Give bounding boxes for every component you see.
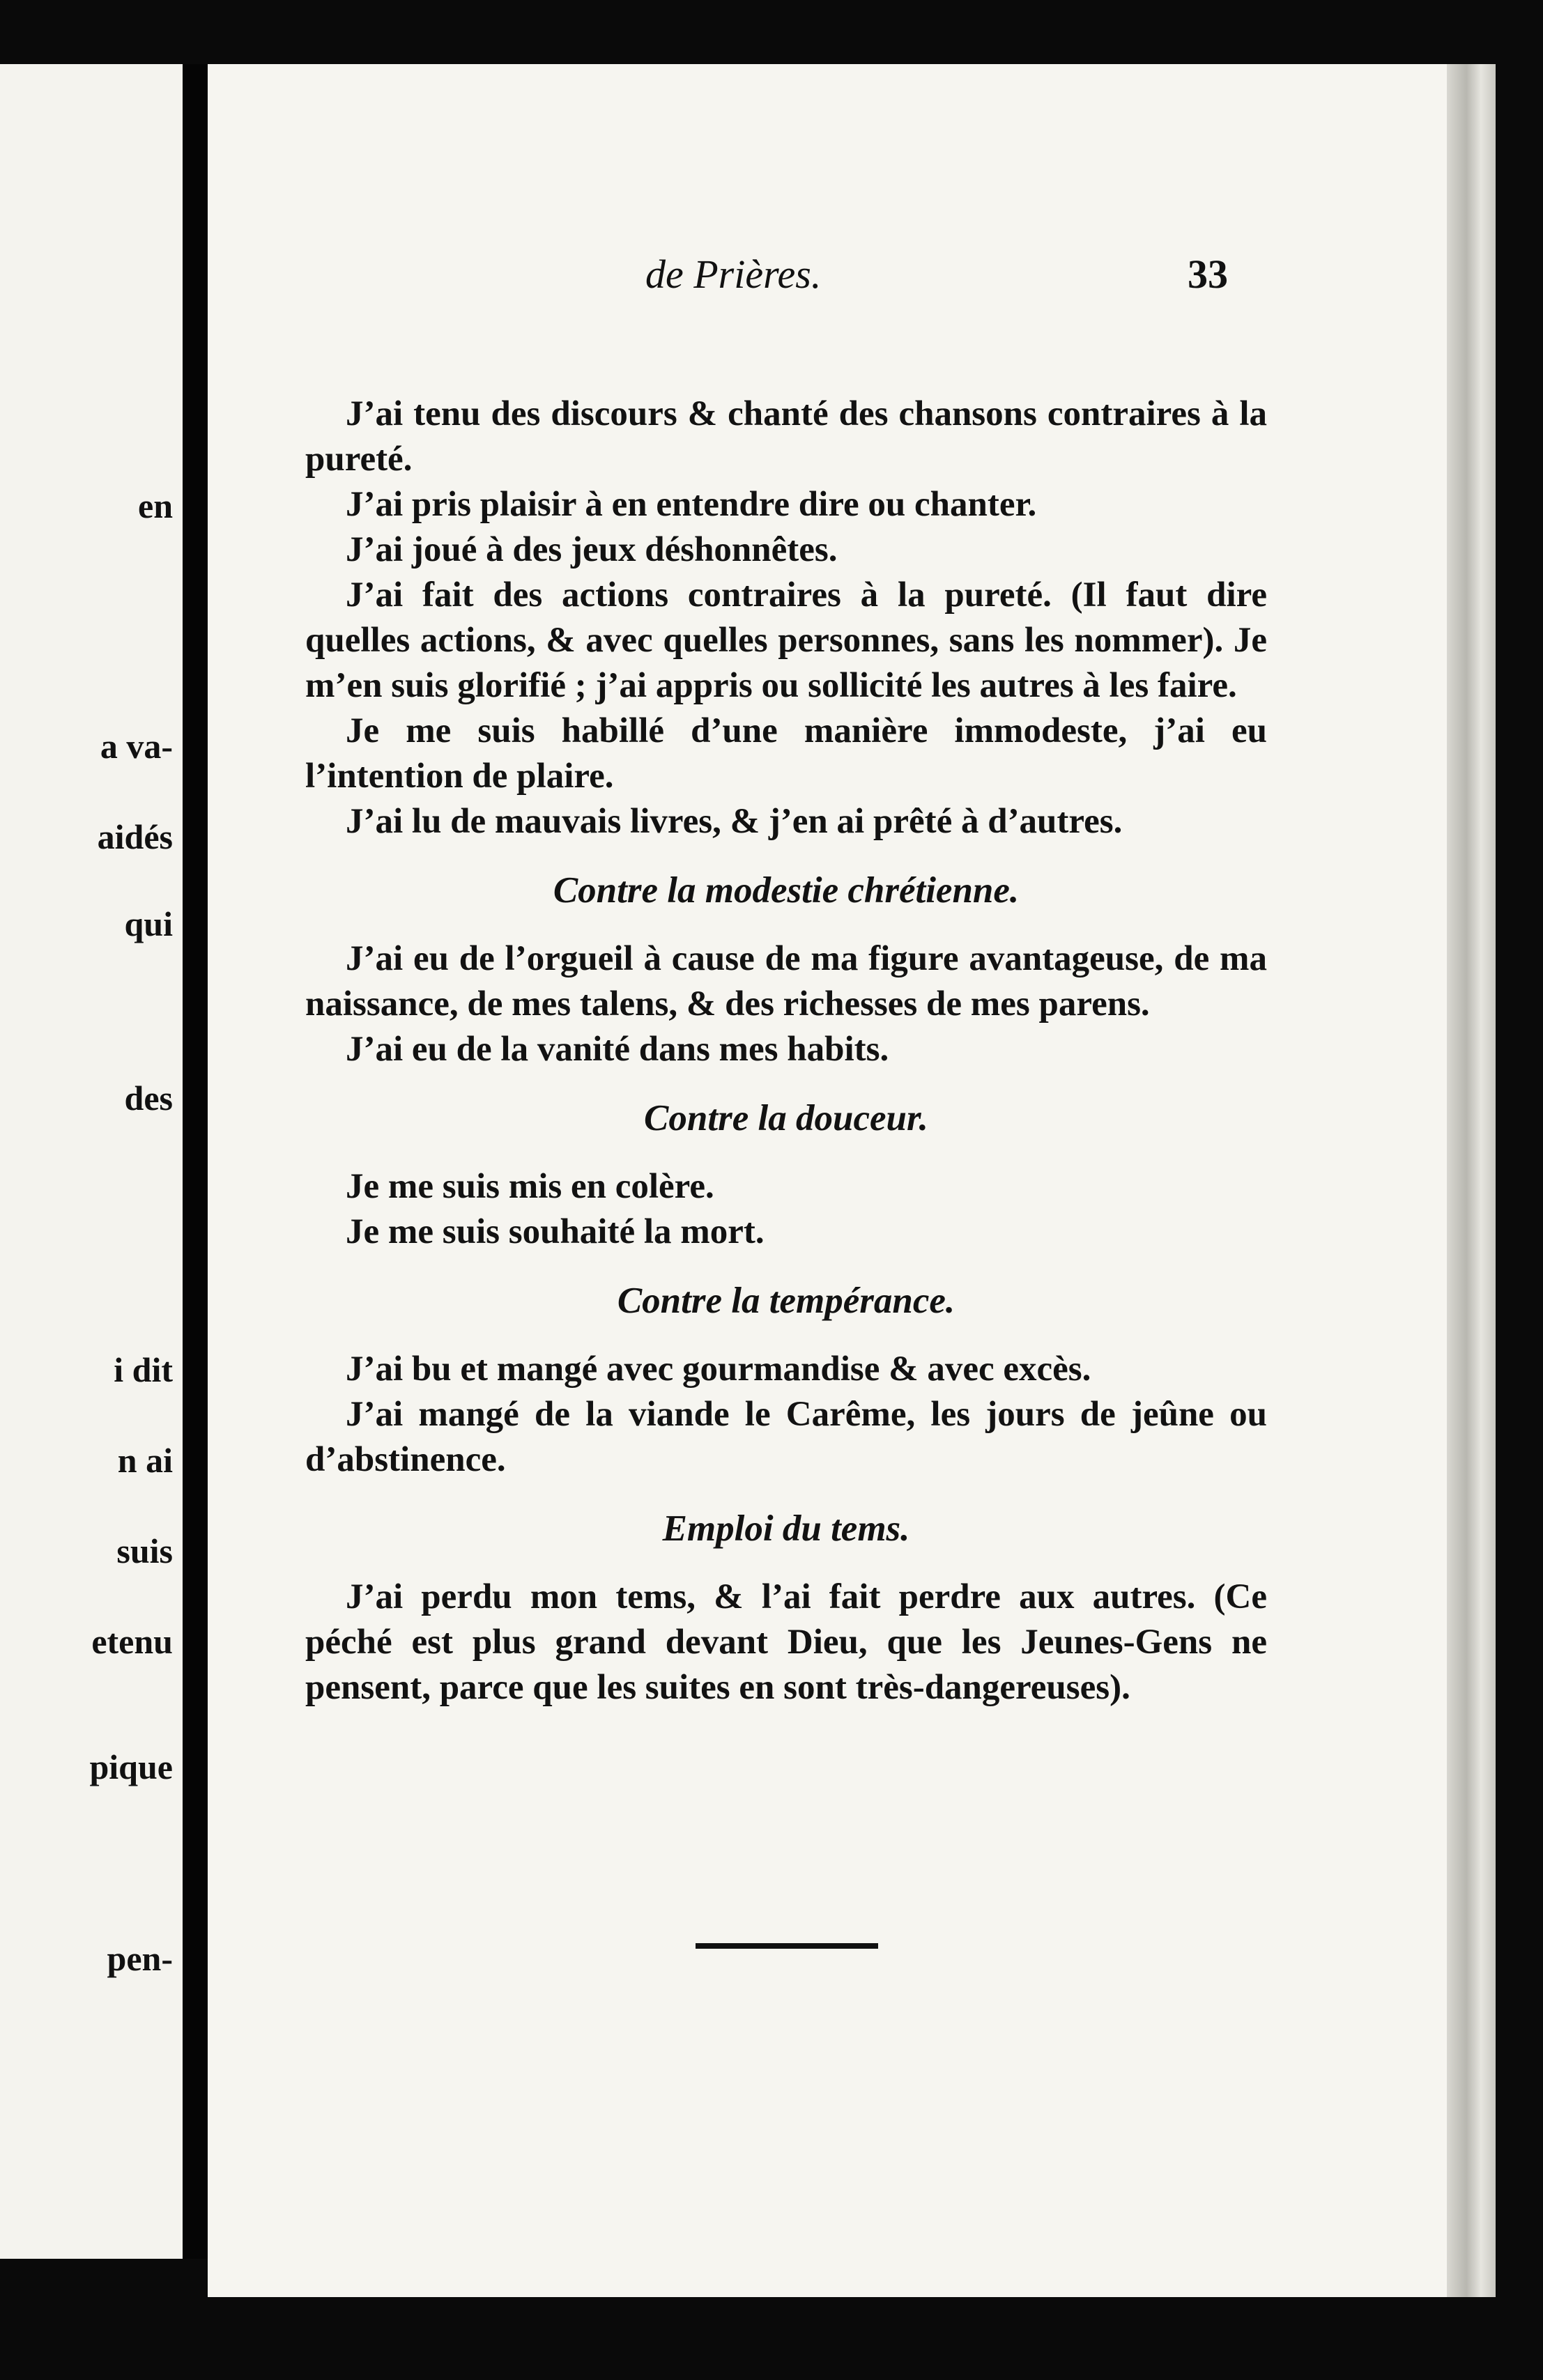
left-page-fragment: qui bbox=[124, 904, 173, 943]
page-edge bbox=[1447, 64, 1496, 2297]
section-heading-tems: Emploi du tems. bbox=[662, 1508, 910, 1549]
left-page-fragment: pique bbox=[89, 1747, 173, 1786]
section-heading-douceur: Contre la douceur. bbox=[644, 1098, 928, 1138]
paragraph: J’ai eu de l’orgueil à cause de ma figure avantageuse, de ma naissance, de mes talens, & des richesses de mes parens. bbox=[305, 939, 1267, 1023]
book-gutter bbox=[183, 64, 208, 2259]
left-page-fragment: etenu bbox=[91, 1622, 173, 1661]
paragraph: J’ai eu de la vanité dans mes habits. bbox=[346, 1030, 889, 1069]
paragraph: J’ai pris plaisir à en entendre dire ou chanter. bbox=[346, 485, 1037, 524]
end-rule bbox=[696, 1943, 878, 1949]
left-page-fragment: des bbox=[124, 1079, 173, 1118]
running-title: de Prières. bbox=[645, 252, 822, 297]
left-page-fragment: n ai bbox=[117, 1441, 173, 1480]
paragraph: J’ai fait des actions contraires à la pureté. (Il faut dire quelles actions, & avec quelles personnes, sans les nommer). Je m’en suis glorifié ; j’ai appris ou sollicité les autres à les faire. bbox=[305, 575, 1267, 705]
left-page-fragment: suis bbox=[116, 1531, 173, 1570]
left-page-fragment: a va- bbox=[100, 727, 173, 766]
left-page-fragment: aidés bbox=[97, 817, 173, 856]
section-heading-modestie: Contre la modestie chrétienne. bbox=[553, 870, 1020, 911]
paragraph: J’ai perdu mon tems, & l’ai fait perdre aux autres. (Ce péché est plus grand devant Dieu, que les Jeunes-Gens ne pensent, parce que les suites en sont très-dangereuses). bbox=[305, 1577, 1267, 1707]
right-page bbox=[208, 64, 1447, 2297]
paragraph: J’ai bu et mangé avec gourmandise & avec excès. bbox=[346, 1350, 1091, 1389]
paragraph: J’ai mangé de la viande le Carême, les jours de jeûne ou d’abstinence. bbox=[305, 1395, 1267, 1479]
paragraph: J’ai lu de mauvais livres, & j’en ai prêté à d’autres. bbox=[346, 802, 1123, 841]
paragraph: J’ai tenu des discours & chanté des chansons contraires à la pureté. bbox=[305, 394, 1267, 479]
page-header bbox=[208, 251, 1447, 307]
left-page-fragment: pen- bbox=[107, 1939, 173, 1978]
paragraph: J’ai joué à des jeux déshonnêtes. bbox=[346, 530, 838, 569]
page-body bbox=[305, 392, 1267, 1710]
left-facing-page bbox=[0, 64, 183, 2259]
section-heading-temperance: Contre la tempérance. bbox=[617, 1281, 955, 1321]
paragraph: Je me suis mis en colère. bbox=[346, 1167, 714, 1206]
page-number: 33 bbox=[1188, 252, 1228, 297]
left-page-fragment: en bbox=[138, 486, 173, 525]
left-page-fragment: i dit bbox=[114, 1350, 173, 1389]
paragraph: Je me suis habillé d’une manière immodeste, j’ai eu l’intention de plaire. bbox=[305, 711, 1267, 796]
paragraph: Je me suis souhaité la mort. bbox=[346, 1212, 765, 1251]
